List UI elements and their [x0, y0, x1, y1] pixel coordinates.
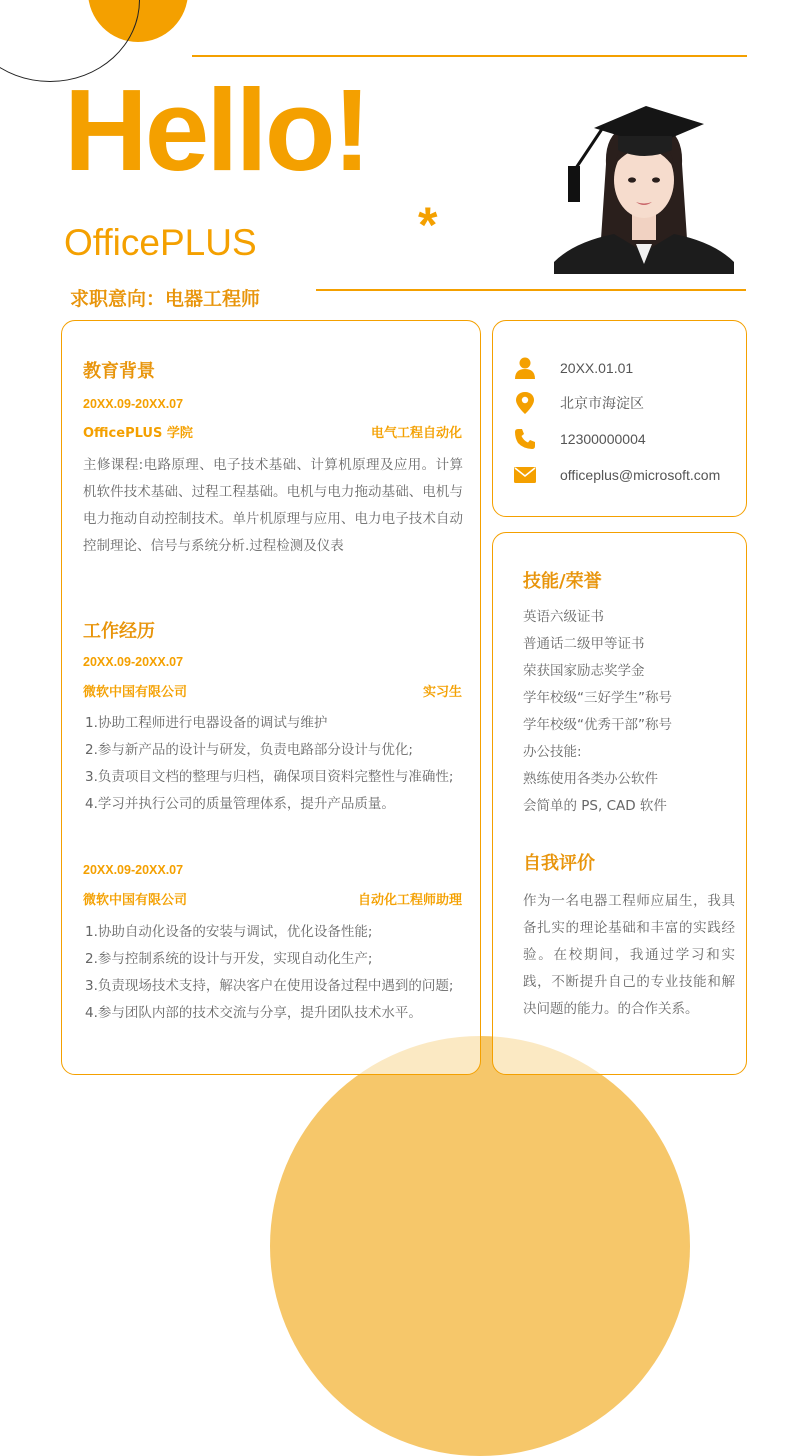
person-icon [514, 357, 536, 379]
contact-location-row [514, 391, 644, 415]
skill-item: 会简单的 PS, CAD 软件 [523, 798, 667, 814]
work-title: 工作经历 [83, 621, 155, 642]
contact-birth-row [514, 356, 634, 380]
contact-card [492, 320, 747, 517]
job-1-date: 20XX.09-20XX.07 [83, 655, 184, 669]
skill-item: 荣获国家励志奖学金 [523, 663, 645, 679]
contact-phone: 12300000004 [560, 431, 646, 447]
asterisk-mark: * [418, 197, 438, 253]
job-1-duty: 2.参与新产品的设计与研发，负责电路部分设计与优化; [85, 742, 413, 758]
contact-email-row [514, 463, 721, 487]
job-2-duty: 2.参与控制系统的设计与开发，实现自动化生产; [85, 951, 373, 967]
job-1-duty: 3.负责项目文档的整理与归档，确保项目资料完整性与准确性; [85, 769, 454, 785]
mail-icon [514, 464, 536, 486]
job-2-duties [85, 919, 465, 1027]
education-school: OfficePLUS 学院 [83, 426, 193, 441]
contact-birth: 20XX.01.01 [560, 360, 634, 376]
skill-item: 英语六级证书 [523, 609, 604, 625]
job-2-duty: 3.负责现场技术支持，解决客户在使用设备过程中遇到的问题; [85, 978, 454, 994]
divider-intent [316, 289, 746, 291]
contact-location: 北京市海淀区 [560, 395, 644, 411]
decorative-arc [270, 1036, 690, 1456]
education-major: 电气工程自动化 [370, 426, 462, 441]
skill-item: 熟练使用各类办公软件 [523, 771, 658, 787]
phone-icon [514, 428, 536, 450]
brand-name: OfficePLUS [64, 222, 257, 263]
education-title: 教育背景 [83, 361, 155, 382]
skill-item: 普通话二级甲等证书 [523, 636, 645, 652]
job-1-duty: 4.学习并执行公司的质量管理体系，提升产品质量。 [85, 796, 395, 812]
skills-list [523, 604, 738, 820]
profile-photo [554, 84, 734, 274]
education-date: 20XX.09-20XX.07 [83, 397, 184, 411]
job-1-company: 微软中国有限公司 [83, 685, 188, 700]
job-2-date: 20XX.09-20XX.07 [83, 863, 184, 877]
self-eval-text: 作为一名电器工程师应届生，我具备扎实的理论基础和丰富的实践经验。在校期间，我通过学习和实践，不断提升自己的专业技能和解决问题的能力。的合作关系。 [523, 893, 735, 1017]
skill-item: 办公技能: [523, 744, 582, 760]
location-pin-icon [514, 392, 536, 414]
skill-item: 学年校级“优秀干部”称号 [523, 717, 672, 733]
job-1-duties [85, 710, 465, 818]
job-2-duty: 1.协助自动化设备的安装与调试，优化设备性能; [85, 924, 373, 940]
self-eval-title: 自我评价 [523, 853, 595, 874]
skills-title: 技能/荣誉 [523, 571, 602, 592]
contact-phone-row [514, 427, 646, 451]
education-courses: 主修课程:电路原理、电子技术基础、计算机原理及应用。计算机软件技术基础、过程工程基础。电机与电力拖动基础、电机与电力拖动自动控制技术。单片机原理与应用、电力电子技术自动控制理论、信号与系统分析.过程检测及仪表 [83, 457, 463, 554]
job-2-role: 自动化工程师助理 [357, 893, 462, 908]
skill-item: 学年校级“三好学生”称号 [523, 690, 672, 706]
job-intent: 求职意向：电器工程师 [70, 288, 261, 310]
hello-heading: Hello! [64, 65, 369, 195]
job-1-role: 实习生 [422, 685, 462, 700]
divider-top [192, 55, 747, 57]
job-2-duty: 4.参与团队内部的技术交流与分享，提升团队技术水平。 [85, 1005, 422, 1021]
contact-email: officeplus@microsoft.com [560, 467, 721, 483]
job-2-company: 微软中国有限公司 [83, 893, 188, 908]
job-1-duty: 1.协助工程师进行电器设备的调试与维护 [85, 715, 328, 731]
